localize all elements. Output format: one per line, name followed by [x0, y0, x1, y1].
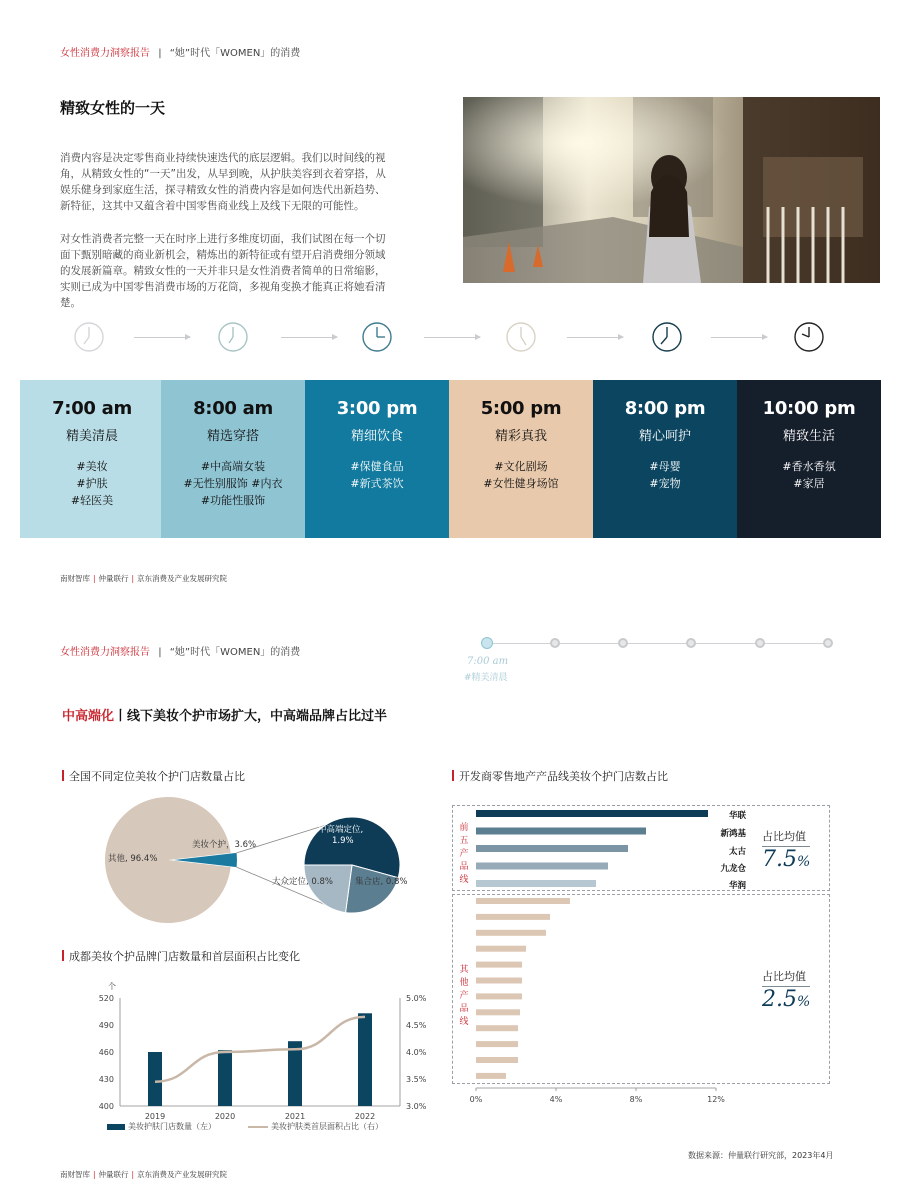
slot-time: 10:00 pm	[762, 398, 856, 419]
header-sep: |	[158, 647, 162, 658]
slot-name: 精细饮食	[350, 429, 403, 444]
pie-chart-title: 全国不同定位美妆个护门店数量占比	[62, 768, 245, 784]
clock-icon	[218, 322, 248, 352]
combo-chart-title: 成都美妆个护品牌门店数量和首层面积占比变化	[62, 948, 300, 964]
bar	[476, 1009, 520, 1015]
y-tick-right: 4.5%	[406, 1021, 427, 1030]
x-tick: 12%	[707, 1095, 725, 1104]
brand-label: 华联	[728, 811, 746, 821]
y-tick-right: 3.5%	[406, 1075, 427, 1084]
section-title-rest: 丨线下美妆个护市场扩大，中高端品牌占比过半	[114, 709, 388, 724]
arrow-right-icon	[134, 337, 190, 338]
pie-label-high: 中高端定位,	[318, 825, 364, 835]
slot-tag: #保健食品	[350, 460, 404, 473]
bar	[476, 1073, 506, 1079]
bar	[476, 930, 546, 936]
avg-label: 占比均值	[762, 830, 806, 843]
brand-label: 新鸿基	[720, 829, 746, 839]
clock-icon	[506, 322, 536, 352]
section-title	[62, 705, 387, 724]
bar	[218, 1050, 232, 1106]
slot-tag: #中高端女装	[200, 460, 266, 473]
time-slot-night	[737, 380, 881, 538]
footer-org: 京东消费及产业发展研究院	[137, 1170, 228, 1179]
progress-track	[487, 643, 829, 644]
y-tick-left: 460	[98, 1048, 114, 1057]
arrow-right-icon	[281, 337, 337, 338]
bar	[288, 1041, 302, 1106]
bar	[476, 828, 646, 835]
bar	[476, 1041, 518, 1047]
time-slot-leisure	[449, 380, 593, 538]
y-tick-left: 490	[98, 1021, 114, 1030]
avg-value: 2.5	[762, 987, 797, 1012]
bar	[476, 993, 522, 999]
slot-time: 8:00 am	[193, 398, 273, 419]
bar	[476, 1057, 518, 1063]
footer-org: 南财智库	[60, 574, 90, 583]
pie-label-collect: 集合店, 0.8%	[355, 877, 408, 887]
bar	[476, 845, 628, 852]
x-tick: 2020	[214, 1112, 236, 1121]
section-title-highlight: 中高端化	[62, 709, 115, 724]
hbar-chart-title: 开发商零售地产产品线美妆个护门店数占比	[452, 768, 668, 784]
time-slot-care	[593, 380, 737, 538]
progress-tag: #精美清晨	[464, 673, 508, 683]
y-tick-right: 3.0%	[406, 1102, 427, 1111]
header-sep: |	[158, 48, 162, 59]
intro-paragraph-1: 消费内容是决定零售商业持续快速迭代的底层逻辑。我们以时间线的视角，从精致女性的“一天”出发，从早到晚，从护肤美容到衣着穿搭，从娱乐健身到家庭生活，探寻精致女性的消费内容是如何迭代出新趋势、新特征，这其中又蕴含着中国零售商业线上及线下无限的可能性。	[60, 152, 386, 212]
y-tick-right: 4.0%	[406, 1048, 427, 1057]
header-subtitle: “她”时代「WOMEN」的消费	[169, 647, 301, 658]
legend-swatch-bar	[107, 1124, 125, 1130]
data-source: 数据来源：仲量联行研究部，2023年4月	[688, 1151, 834, 1160]
clock-icon	[794, 322, 824, 352]
bottom-header	[60, 643, 300, 658]
footer-org: 京东消费及产业发展研究院	[137, 574, 228, 583]
bar	[476, 914, 550, 920]
slot-name: 精致生活	[782, 429, 835, 444]
bar	[358, 1013, 372, 1106]
progress-dot[interactable]	[686, 638, 696, 648]
slot-time: 7:00 am	[52, 398, 132, 419]
bar	[476, 810, 708, 817]
footer-org: 南财智库	[60, 1170, 90, 1179]
arrow-right-icon	[424, 337, 480, 338]
pie-label-mass: 大众定位, 0.8%	[272, 877, 333, 887]
x-tick: 0%	[470, 1095, 483, 1104]
time-slot-morning	[20, 380, 164, 538]
bar	[148, 1052, 162, 1106]
combo-chart	[80, 990, 440, 1125]
bar	[476, 863, 608, 870]
top-header	[60, 44, 300, 59]
breakdown-slice	[304, 865, 352, 913]
other-label: 其他产品线	[459, 965, 469, 1027]
page-title: 精致女性的一天	[60, 99, 166, 117]
slot-tag: #文化剧场	[494, 460, 548, 473]
progress-dot-active[interactable]	[481, 637, 493, 649]
pie-label-other: 其他, 96.4%	[108, 854, 158, 864]
arrow-right-icon	[711, 337, 767, 338]
y-tick-left: 400	[98, 1102, 114, 1111]
pie-label-high-value: 1.9%	[332, 836, 354, 846]
legend-swatch-line	[248, 1126, 268, 1128]
y-tick-left: 430	[98, 1075, 114, 1084]
slot-tag: #宠物	[649, 477, 681, 490]
x-tick: 2022	[354, 1112, 376, 1121]
avg-value: 7.5	[762, 847, 797, 872]
progress-time: 7:00 am	[467, 656, 509, 667]
footer-org: 仲量联行	[98, 1170, 129, 1179]
slot-tag: #女性健身场馆	[483, 477, 559, 490]
slot-tag: #家居	[793, 477, 825, 490]
x-tick: 8%	[629, 1095, 643, 1104]
progress-dot[interactable]	[823, 638, 833, 648]
bar	[476, 880, 596, 887]
x-tick: 2021	[284, 1112, 306, 1121]
avg-others	[762, 968, 810, 1012]
progress-dot[interactable]	[755, 638, 765, 648]
brand-label: 华润	[728, 881, 746, 891]
page-footer: 南财智库 | 仲量联行 | 京东消费及产业发展研究院	[60, 574, 228, 583]
slot-tag: #护肤	[76, 477, 108, 490]
bar	[476, 1025, 518, 1031]
avg-unit: %	[797, 854, 811, 870]
report-name: 女性消费力洞察报告	[60, 647, 150, 658]
brand-label: 九龙仓	[720, 864, 746, 874]
avg-label: 占比均值	[762, 970, 806, 983]
slot-time: 5:00 pm	[480, 398, 562, 419]
combo-unit: 个	[108, 982, 116, 991]
slot-time: 3:00 pm	[336, 398, 418, 419]
arrow-right-icon	[567, 337, 623, 338]
bar	[476, 962, 522, 968]
clock-icon	[74, 322, 104, 352]
clock-icon	[652, 322, 682, 352]
y-tick-left: 520	[98, 994, 114, 1003]
pie-label-beauty: 美妆个护，3.6%	[192, 840, 257, 850]
avg-unit: %	[797, 994, 811, 1010]
slot-tag: #母婴	[649, 460, 681, 473]
clock-icon	[362, 322, 392, 352]
footer-org: 仲量联行	[98, 574, 129, 583]
avg-top5	[762, 828, 810, 872]
slot-name: 精彩真我	[494, 429, 547, 444]
intro-paragraph-2: 对女性消费者完整一天在时序上进行多维度切面，我们试图在每一个切面下甄别暗藏的商业新机会，精炼出的新特征或有望开启消费细分领域的发展新篇章。精致女性的一天并非只是女性消费者简单的日常缩影，实则已成为中国零售消费市场的万花筒，多视角变换才能真正将她看清楚。	[60, 233, 386, 309]
time-slot-dressing	[161, 380, 305, 538]
slot-time: 8:00 pm	[624, 398, 706, 419]
slot-name: 精选穿搭	[206, 429, 259, 444]
top5-label: 前五产品线	[459, 823, 469, 885]
slot-name: 精美清晨	[65, 429, 118, 444]
slot-tag: #无性别服饰 #内衣	[183, 477, 283, 490]
slot-tag: #美妆	[76, 460, 108, 473]
slot-name: 精心呵护	[638, 429, 691, 444]
progress-dot[interactable]	[618, 638, 628, 648]
series-line	[155, 1017, 365, 1082]
y-tick-right: 5.0%	[406, 994, 427, 1003]
slot-tag: #香水香氛	[782, 460, 836, 473]
progress-dot[interactable]	[550, 638, 560, 648]
x-tick: 2019	[144, 1112, 166, 1121]
header-subtitle: “她”时代「WOMEN」的消费	[169, 48, 301, 59]
bar	[476, 898, 570, 904]
bar	[476, 946, 526, 952]
legend-bar-label: 美妆护肤门店数量（左）	[128, 1122, 216, 1131]
brand-label: 太古	[728, 847, 746, 857]
slot-tag: #新式茶饮	[350, 477, 404, 490]
slot-tag: #轻医美	[70, 494, 114, 507]
bar	[476, 978, 522, 984]
page-footer: 南财智库 | 仲量联行 | 京东消费及产业发展研究院	[60, 1170, 228, 1179]
street-photo	[463, 97, 880, 283]
slot-tag: #功能性服饰	[200, 494, 266, 507]
legend-line-label: 美妆护肤类首层面积占比（右）	[271, 1122, 383, 1131]
time-slot-food	[305, 380, 449, 538]
report-name: 女性消费力洞察报告	[60, 48, 150, 59]
x-tick: 4%	[549, 1095, 563, 1104]
